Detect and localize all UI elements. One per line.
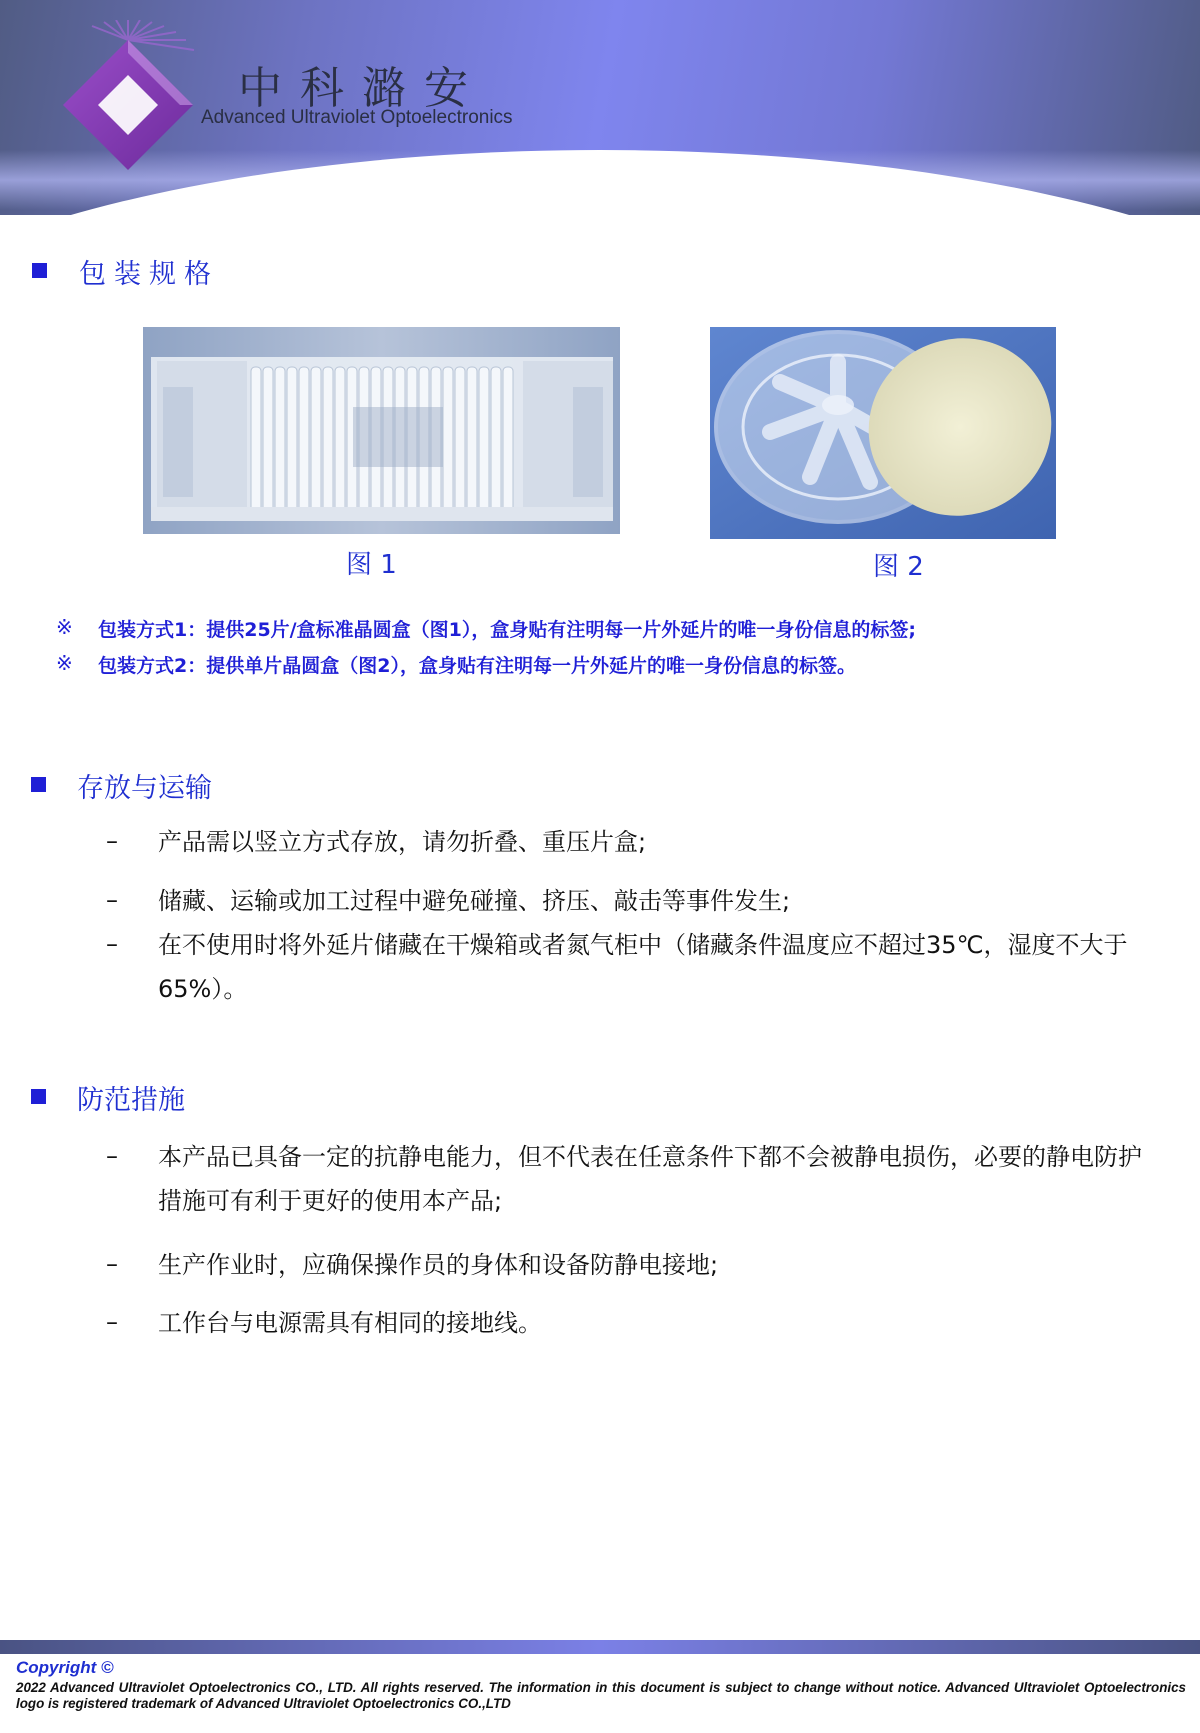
section-heading-storage: 存放与运输	[77, 773, 212, 804]
section-heading-precautions: 防范措施	[77, 1085, 185, 1116]
page-header	[0, 0, 1200, 215]
packaging-note-2: 包装方式2：提供单片晶圆盒（图2），盒身贴有注明每一片外延片的唯一身份信息的标签。	[98, 655, 856, 677]
storage-item-1: 产品需以竖立方式存放，请勿折叠、重压片盒;	[158, 828, 647, 856]
note-mark: ※	[56, 651, 73, 675]
precaution-item-1: 本产品已具备一定的抗静电能力，但不代表在任意条件下都不会被静电损伤，必要的静电防护措施可有利于更好的使用本产品;	[158, 1143, 1142, 1215]
packaging-note-1: 包装方式1：提供25片/盒标准晶圆盒（图1），盒身贴有注明每一片外延片的唯一身份信息的标签;	[98, 619, 916, 641]
list-dash: –	[106, 930, 118, 958]
company-name-cn: 中科潞安	[238, 63, 486, 114]
precaution-item-2: 生产作业时，应确保操作员的身体和设备防静电接地;	[158, 1251, 719, 1279]
section-bullet	[31, 777, 46, 792]
storage-item-2: 储藏、运输或加工过程中避免碰撞、挤压、敲击等事件发生;	[158, 887, 791, 915]
legal-notice: 2022 Advanced Ultraviolet Optoelectronics CO., LTD. All rights reserved. The information in this document is subject to change without notice. Advanced Ultraviolet Optoelectronics logo is registered trademark of Advanced Ultraviolet Optoelectronics CO.,LTD	[16, 1680, 1186, 1711]
section-bullet	[31, 1089, 46, 1104]
footer-bar	[0, 1640, 1200, 1654]
list-dash: –	[106, 886, 118, 914]
copyright-label: Copyright ©	[16, 1658, 114, 1677]
single-wafer-box-photo	[710, 327, 1056, 539]
section-bullet	[32, 263, 47, 278]
list-dash: –	[106, 1250, 118, 1278]
section-heading-packaging: 包装规格	[79, 259, 219, 290]
figure-1-caption: 图 1	[346, 550, 397, 580]
list-dash: –	[106, 827, 118, 855]
figure-2-caption: 图 2	[873, 552, 924, 582]
list-dash: –	[106, 1142, 118, 1170]
storage-item-3: 在不使用时将外延片储藏在干燥箱或者氮气柜中（储藏条件温度应不超过35℃，湿度不大于65%）。	[158, 931, 1128, 1003]
list-dash: –	[106, 1308, 118, 1336]
company-logo-icon	[48, 20, 208, 180]
precaution-item-3: 工作台与电源需具有相同的接地线。	[158, 1309, 542, 1337]
company-name-en: Advanced Ultraviolet Optoelectronics	[201, 107, 513, 128]
wafer-cassette-photo	[143, 327, 620, 534]
note-mark: ※	[56, 615, 73, 639]
